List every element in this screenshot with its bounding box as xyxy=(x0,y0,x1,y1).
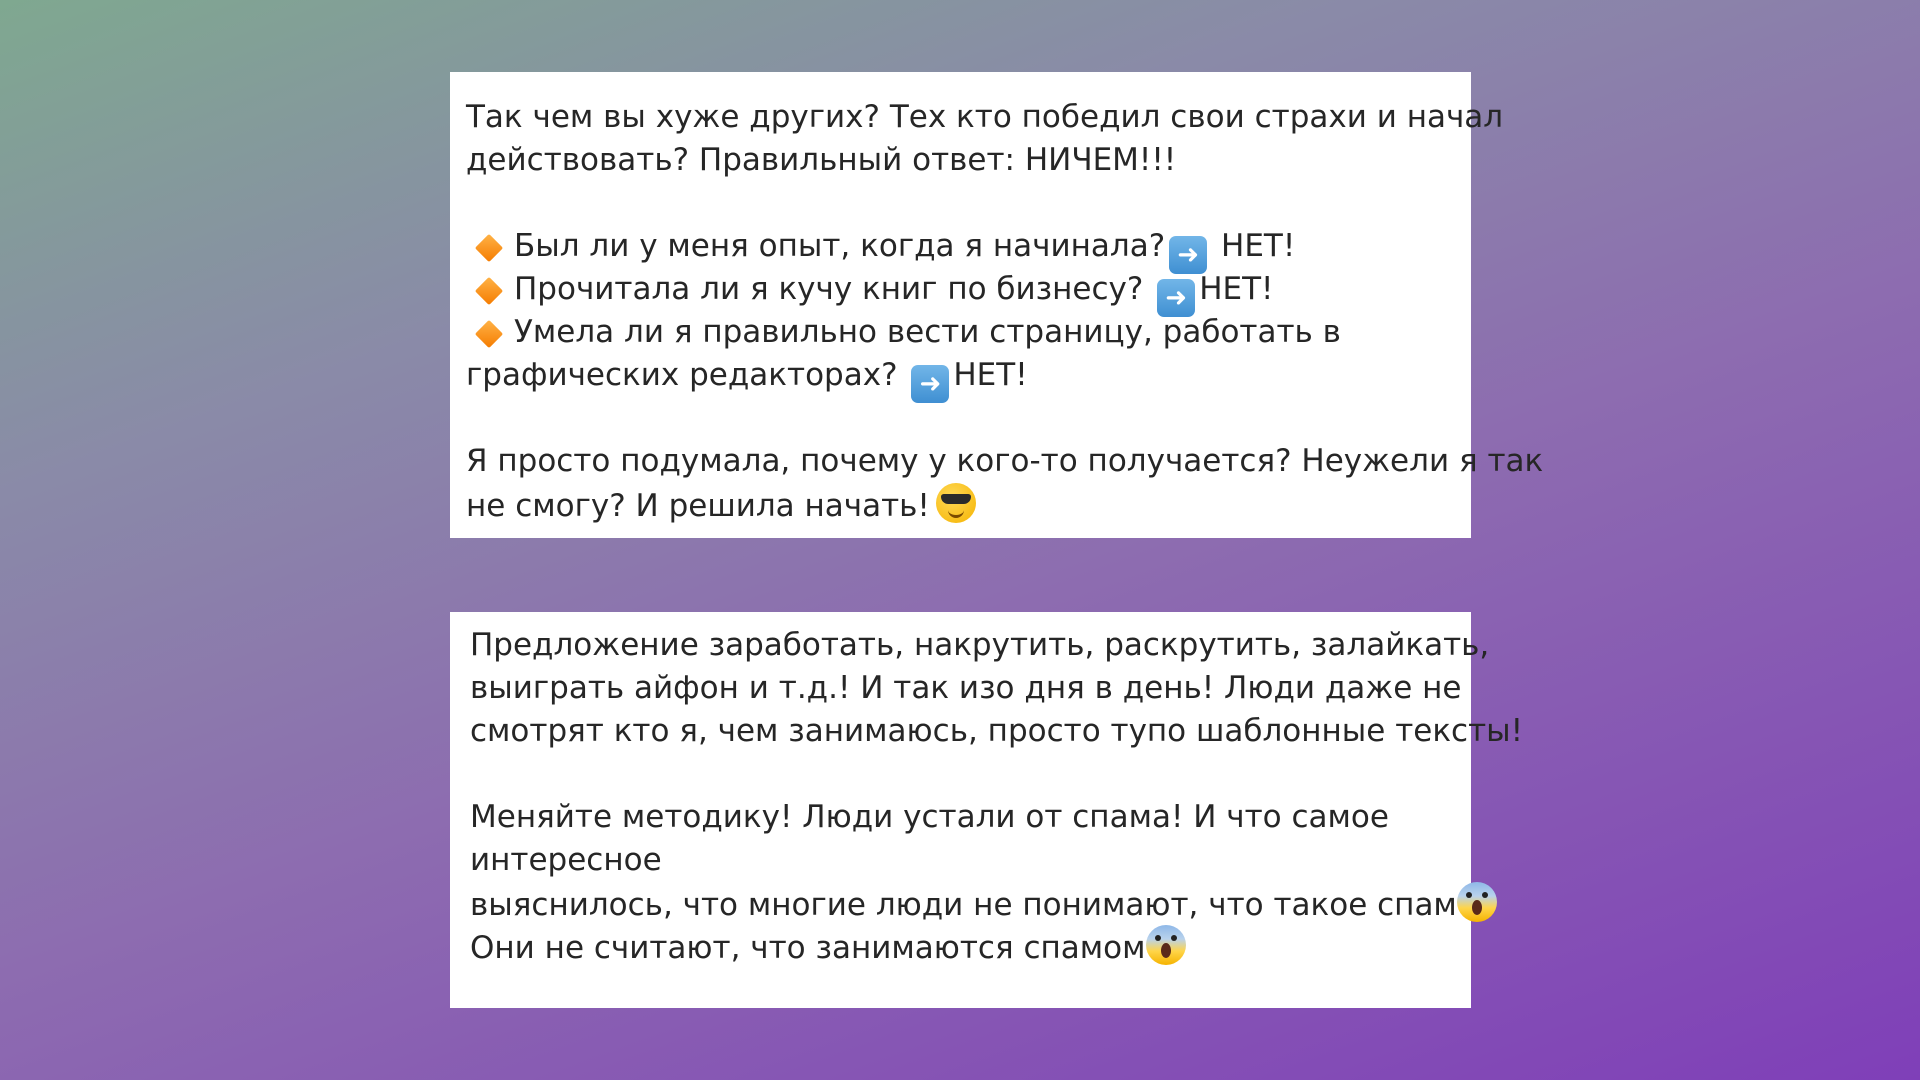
message-text-line: Так чем вы хуже других? Тех кто победил свои страхи и начал xyxy=(466,99,1504,135)
list-item-text: графических редакторах? xyxy=(466,357,908,393)
blank-line xyxy=(470,753,1457,796)
list-item-text: Прочитала ли я кучу книг по бизнесу? xyxy=(514,271,1154,307)
sunglasses-face-icon xyxy=(936,483,976,523)
spam-text: Они не считают, что занимаются спамом xyxy=(470,930,1146,966)
right-arrow-icon: ➜ xyxy=(1169,236,1207,274)
blank-line xyxy=(466,397,1457,440)
message-text-line xyxy=(466,483,1457,526)
list-item-answer: НЕТ! xyxy=(1199,271,1274,307)
list-item-books xyxy=(466,268,1457,311)
message-text-line: интересное xyxy=(470,842,662,878)
message-text-line: Предложение заработать, накрутить, раскрутить, залайкать, xyxy=(470,627,1490,663)
right-arrow-icon: ➜ xyxy=(911,365,949,403)
screaming-face-icon xyxy=(1146,925,1186,965)
spam-text: выяснилось, что многие люди не понимают, что такое спам xyxy=(470,887,1457,923)
list-item-answer: НЕТ! xyxy=(953,357,1028,393)
message-card-2 xyxy=(450,612,1524,1008)
list-item-answer: НЕТ! xyxy=(1211,228,1296,264)
list-item-text: Умела ли я правильно вести страницу, работать в xyxy=(514,314,1341,350)
orange-diamond-icon xyxy=(474,233,504,263)
message-text-line: выиграть айфон и т.д.! И так изо дня в день! Люди даже не xyxy=(470,670,1462,706)
message-text-line: действовать? Правильный ответ: НИЧЕМ!!! xyxy=(466,142,1177,178)
list-item-experience xyxy=(466,225,1457,268)
closing-text: не смогу? И решила начать! xyxy=(466,488,930,524)
list-item-skills-continued xyxy=(466,354,1457,397)
message-text-line xyxy=(470,882,1457,925)
list-item-text: Был ли у меня опыт, когда я начинала? xyxy=(514,228,1166,264)
orange-diamond-icon xyxy=(474,319,504,349)
message-text-line xyxy=(470,925,1457,968)
blank-line xyxy=(466,182,1457,225)
message-text-line: смотрят кто я, чем занимаюсь, просто тупо шаблонные тексты! xyxy=(470,713,1524,749)
message-text-line: Меняйте методику! Люди устали от спама! И что самое xyxy=(470,799,1389,835)
orange-diamond-icon xyxy=(474,276,504,306)
right-arrow-icon: ➜ xyxy=(1157,279,1195,317)
message-card-1 xyxy=(450,72,1544,538)
message-text-line: Я просто подумала, почему у кого-то получается? Неужели я так xyxy=(466,443,1544,479)
screaming-face-icon xyxy=(1457,882,1497,922)
list-item-skills xyxy=(466,311,1457,354)
